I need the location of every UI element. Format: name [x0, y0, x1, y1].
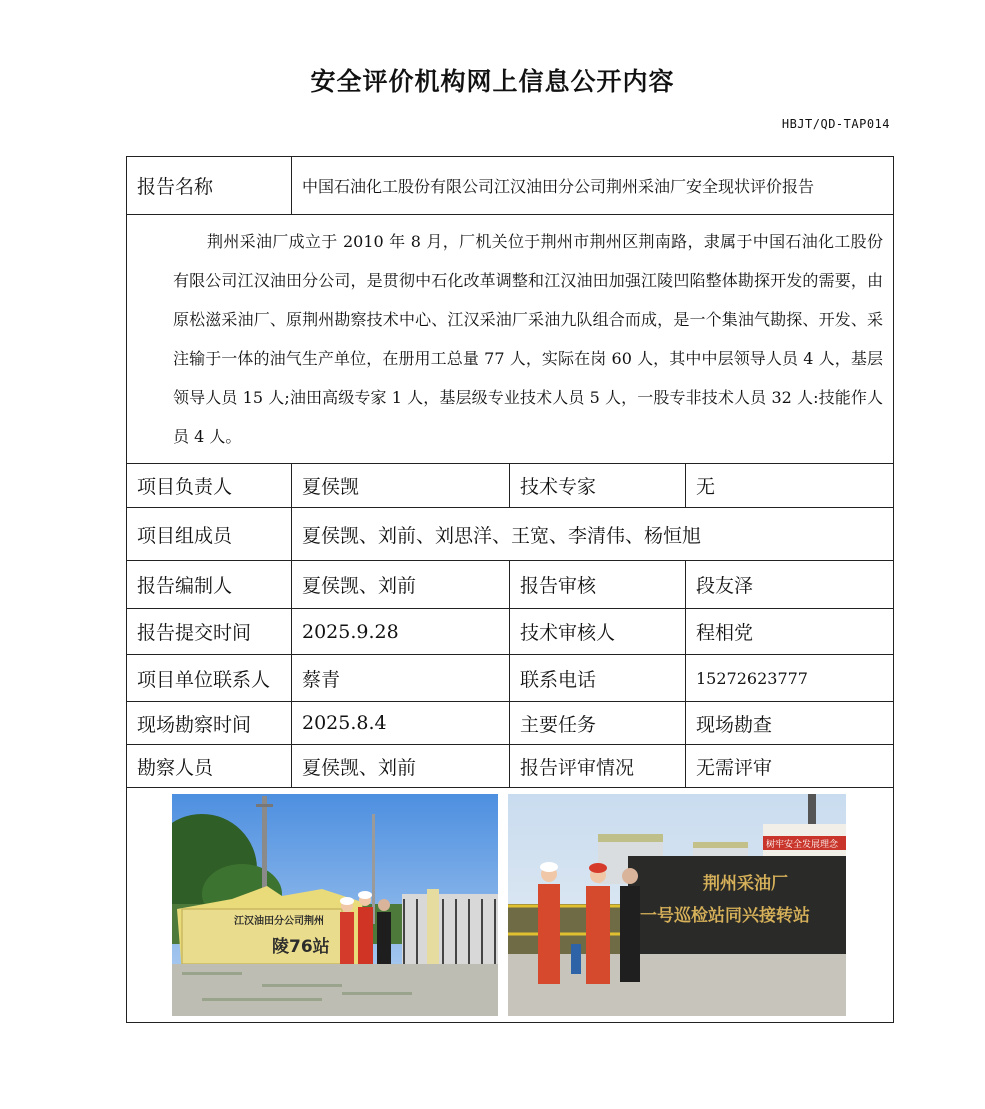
task-value: 现场勘查 [686, 702, 894, 745]
contact-value: 蔡青 [292, 655, 510, 702]
task-label: 主要任务 [510, 702, 686, 745]
members-label: 项目组成员 [127, 508, 292, 561]
leader-value: 夏侯觊 [292, 464, 510, 508]
tech-review-label: 技术审核人 [510, 609, 686, 655]
report-description: 荆州采油厂成立于 2010 年 8 月，厂机关位于荆州市荆州区荆南路，隶属于中国石油化工股份有限公司江汉油田分公司，是贯彻中石化改革调整和江汉油田加强江陵凹陷整体勘探开发的需要，由原松滋采油厂、原荆州勘察技术中心、江汉采油厂采油九队组合而成，是一个集油气勘探、开发、采注输于一体的油气生产单位，在册用工总量 77 人，实际在岗 60 人，其中中层领导人员 4 人，基层领导人员 15 人;油田高级专家 1 人，基层级专业技术人员 5 人，一股专非技术人员 32 人:技能作人员 4 人。 [127, 215, 894, 464]
table-row [127, 609, 894, 655]
photo-cell [127, 788, 894, 1023]
expert-label: 技术专家 [510, 464, 686, 508]
site-photo-2-image [508, 794, 846, 1016]
review-label: 报告审核 [510, 561, 686, 609]
survey-time-label: 现场勘察时间 [127, 702, 292, 745]
info-table [126, 156, 894, 1023]
table-row [127, 464, 894, 508]
photo2-banner: 树牢安全发展理念 [766, 840, 839, 850]
site-photo-1 [172, 794, 498, 1016]
table-row [127, 655, 894, 702]
photo2-sign-line2: 一号巡检站同兴接转站 [640, 906, 810, 926]
worker-figures [340, 891, 391, 976]
table-row [127, 157, 894, 215]
phone-label: 联系电话 [510, 655, 686, 702]
members-value: 夏侯觊、刘前、刘思洋、王宽、李清伟、杨恒旭 [292, 508, 894, 561]
compiler-label: 报告编制人 [127, 561, 292, 609]
submit-time-label: 报告提交时间 [127, 609, 292, 655]
eval-value: 无需评审 [686, 745, 894, 788]
table-row [127, 508, 894, 561]
document-code: HBJT/QD-TAP014 [781, 117, 890, 131]
table-row [127, 561, 894, 609]
contact-label: 项目单位联系人 [127, 655, 292, 702]
submit-time-value: 2025.9.28 [292, 609, 510, 655]
expert-value: 无 [686, 464, 894, 508]
photo1-sign-line1: 江汉油田分公司荆州 [234, 916, 324, 927]
page-title: 安全评价机构网上信息公开内容 [310, 67, 675, 96]
photo2-sign-line1: 荆州采油厂 [703, 874, 788, 894]
eval-label: 报告评审情况 [510, 745, 686, 788]
compiler-value: 夏侯觊、刘前 [292, 561, 510, 609]
table-row [127, 702, 894, 745]
photo1-sign-line2: 陵76站 [272, 937, 330, 957]
surveyor-label: 勘察人员 [127, 745, 292, 788]
surveyor-value: 夏侯觊、刘前 [292, 745, 510, 788]
leader-label: 项目负责人 [127, 464, 292, 508]
review-value: 段友泽 [686, 561, 894, 609]
site-photo-1-image [172, 794, 498, 1016]
table-row [127, 215, 894, 464]
table-row [127, 788, 894, 1023]
table-row [127, 745, 894, 788]
report-name-value: 中国石油化工股份有限公司江汉油田分公司荆州采油厂安全现状评价报告 [292, 157, 894, 215]
report-name-label: 报告名称 [127, 157, 292, 215]
phone-value: 15272623777 [686, 655, 894, 702]
survey-time-value: 2025.8.4 [292, 702, 510, 745]
tech-review-value: 程相党 [686, 609, 894, 655]
site-photo-2 [508, 794, 846, 1016]
